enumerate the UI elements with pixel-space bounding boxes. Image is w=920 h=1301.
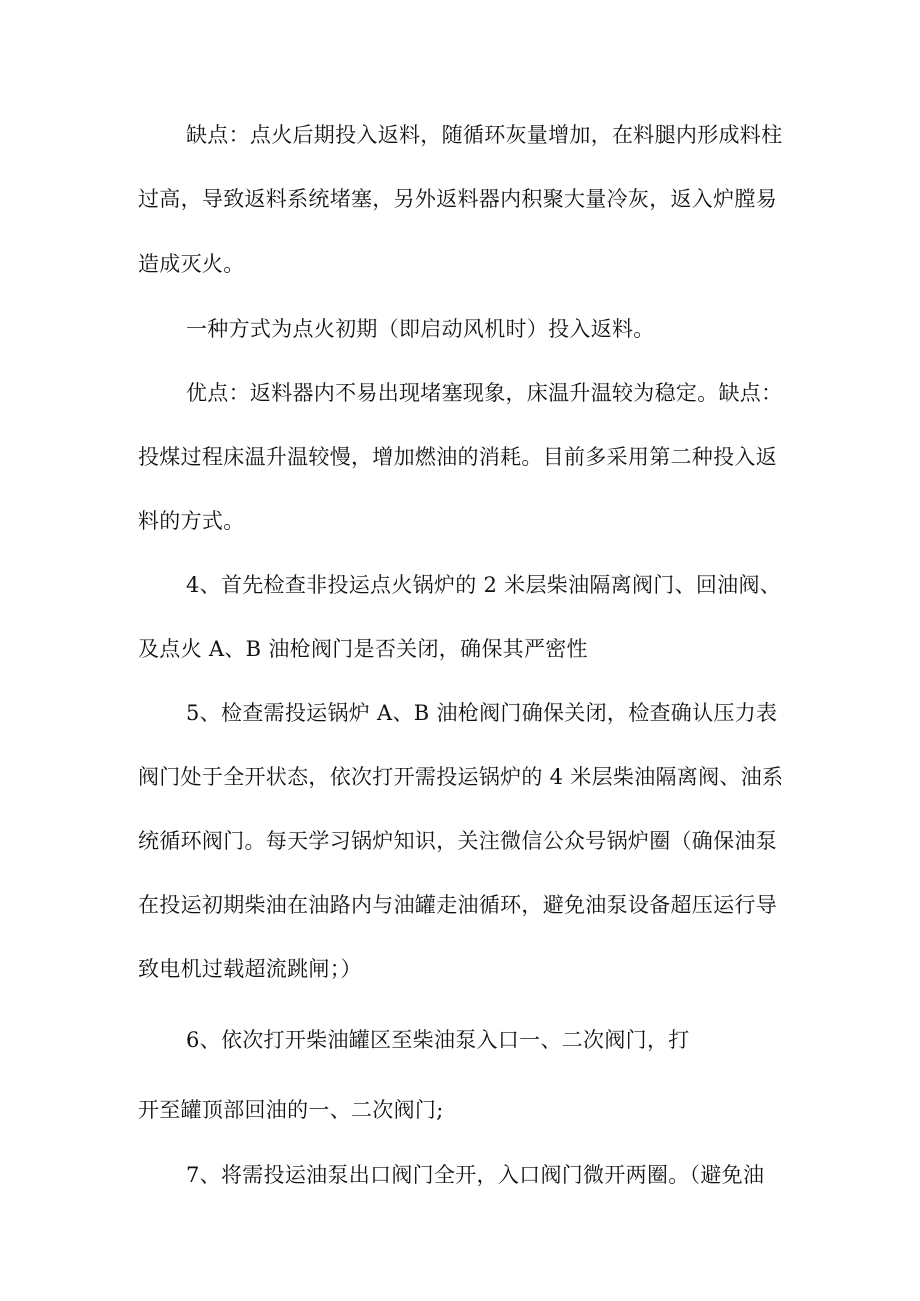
text-line-4: 一种方式为点火初期（即启动风机时）投入返料。 xyxy=(186,317,655,341)
text-line-17: 7、将需投运油泵出口阀门全开，入口阀门微开两圈。（避免油 xyxy=(186,1163,765,1187)
text-line-11: 阀门处于全开状态，依次打开需投运锅炉的 4 米层柴油隔离阀、油系 xyxy=(138,765,784,789)
text-line-7: 料的方式。 xyxy=(138,509,245,533)
text-line-5: 优点：返料器内不易出现堵塞现象，床温升温较为稳定。缺点： xyxy=(186,381,783,405)
text-line-10: 5、检查需投运锅炉 A、B 油枪阀门确保关闭，检查确认压力表 xyxy=(186,701,778,725)
text-line-13: 在投运初期柴油在油路内与油罐走油循环，避免油泵设备超压运行导 xyxy=(138,893,777,917)
text-line-8: 4、首先检查非投运点火锅炉的 2 米层柴油隔离阀门、回油阀、 xyxy=(186,573,782,597)
text-line-15: 6、依次打开柴油罐区至柴油泵入口一、二次阀门，打 xyxy=(186,1028,690,1052)
text-line-1: 缺点：点火后期投入返料，随循环灰量增加，在料腿内形成料柱 xyxy=(186,123,783,147)
text-line-3: 造成灭火。 xyxy=(138,252,245,276)
text-line-9: 及点火 A、B 油枪阀门是否关闭，确保其严密性 xyxy=(138,637,588,661)
text-line-12: 统循环阀门。每天学习锅炉知识，关注微信公众号锅炉圈（确保油泵 xyxy=(138,829,777,853)
text-line-2: 过高，导致返料系统堵塞，另外返料器内积聚大量冷灰，返入炉膛易 xyxy=(138,187,777,211)
text-line-6: 投煤过程床温升温较慢，增加燃油的消耗。目前多采用第二种投入返 xyxy=(138,445,777,469)
text-line-16: 开至罐顶部回油的一、二次阀门; xyxy=(138,1098,444,1122)
text-line-14: 致电机过载超流跳闸；） xyxy=(138,957,362,981)
